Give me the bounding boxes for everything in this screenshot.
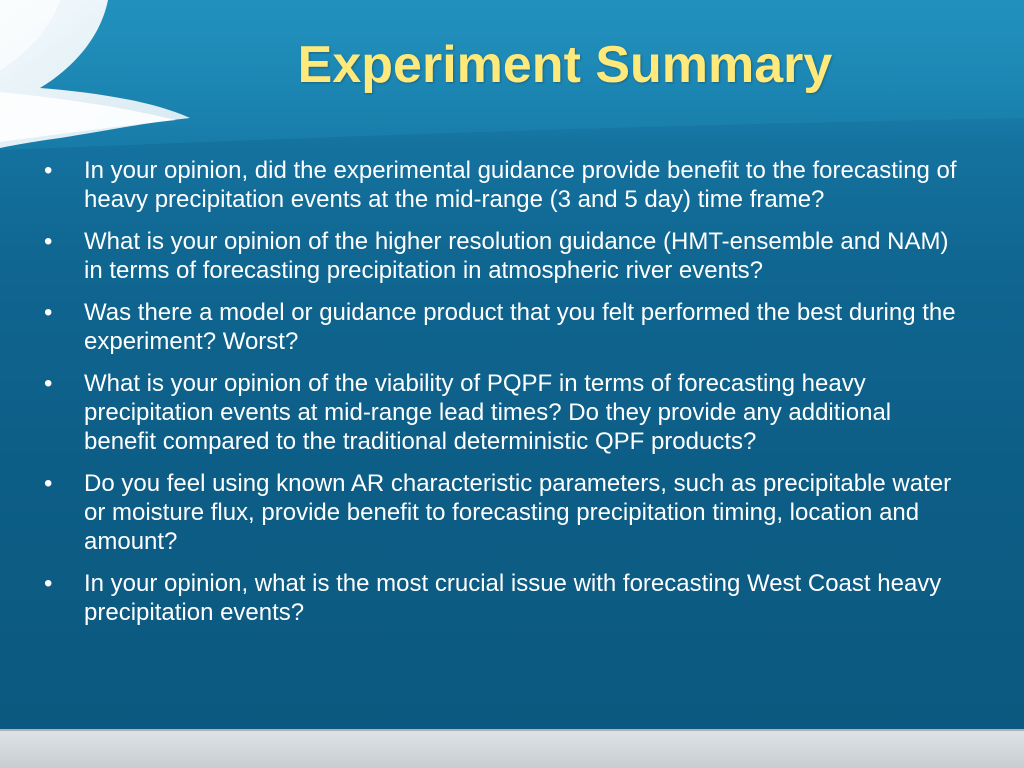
bullet-marker: • [44, 299, 53, 326]
slide-title: Experiment Summary [297, 36, 833, 94]
bullet-item [40, 227, 960, 285]
bullet-list [40, 156, 960, 640]
bullet-text: What is your opinion of the viability of PQPF in terms of forecasting heavy precipitation events at mid-range lead times? Do they provide any additional benefit compared to the traditional deterministic QPF products? [84, 370, 892, 455]
bullet-item [40, 569, 960, 627]
bullet-item [40, 298, 960, 356]
bullet-marker: • [44, 157, 53, 184]
bullet-marker: • [44, 370, 53, 397]
bullet-text: Do you feel using known AR characteristic parameters, such as precipitable water or moisture flux, provide benefit to forecasting precipitation timing, location and amount? [84, 470, 952, 555]
bullet-item [40, 369, 960, 456]
bullet-item [40, 156, 960, 214]
bullet-text: What is your opinion of the higher resolution guidance (HMT-ensemble and NAM) in terms of forecasting precipitation in atmospheric river events? [84, 228, 949, 284]
bullet-text: Was there a model or guidance product that you felt performed the best during the experiment? Worst? [84, 299, 956, 355]
bullet-marker: • [44, 570, 53, 597]
bullet-marker: • [44, 470, 53, 497]
bullet-text: In your opinion, what is the most crucial issue with forecasting West Coast heavy precipitation events? [84, 570, 942, 626]
footer-bar [0, 731, 1024, 768]
bullet-marker: • [44, 228, 53, 255]
bullet-item [40, 469, 960, 556]
bullet-text: In your opinion, did the experimental guidance provide benefit to the forecasting of heavy precipitation events at the mid-range (3 and 5 day) time frame? [84, 157, 957, 213]
